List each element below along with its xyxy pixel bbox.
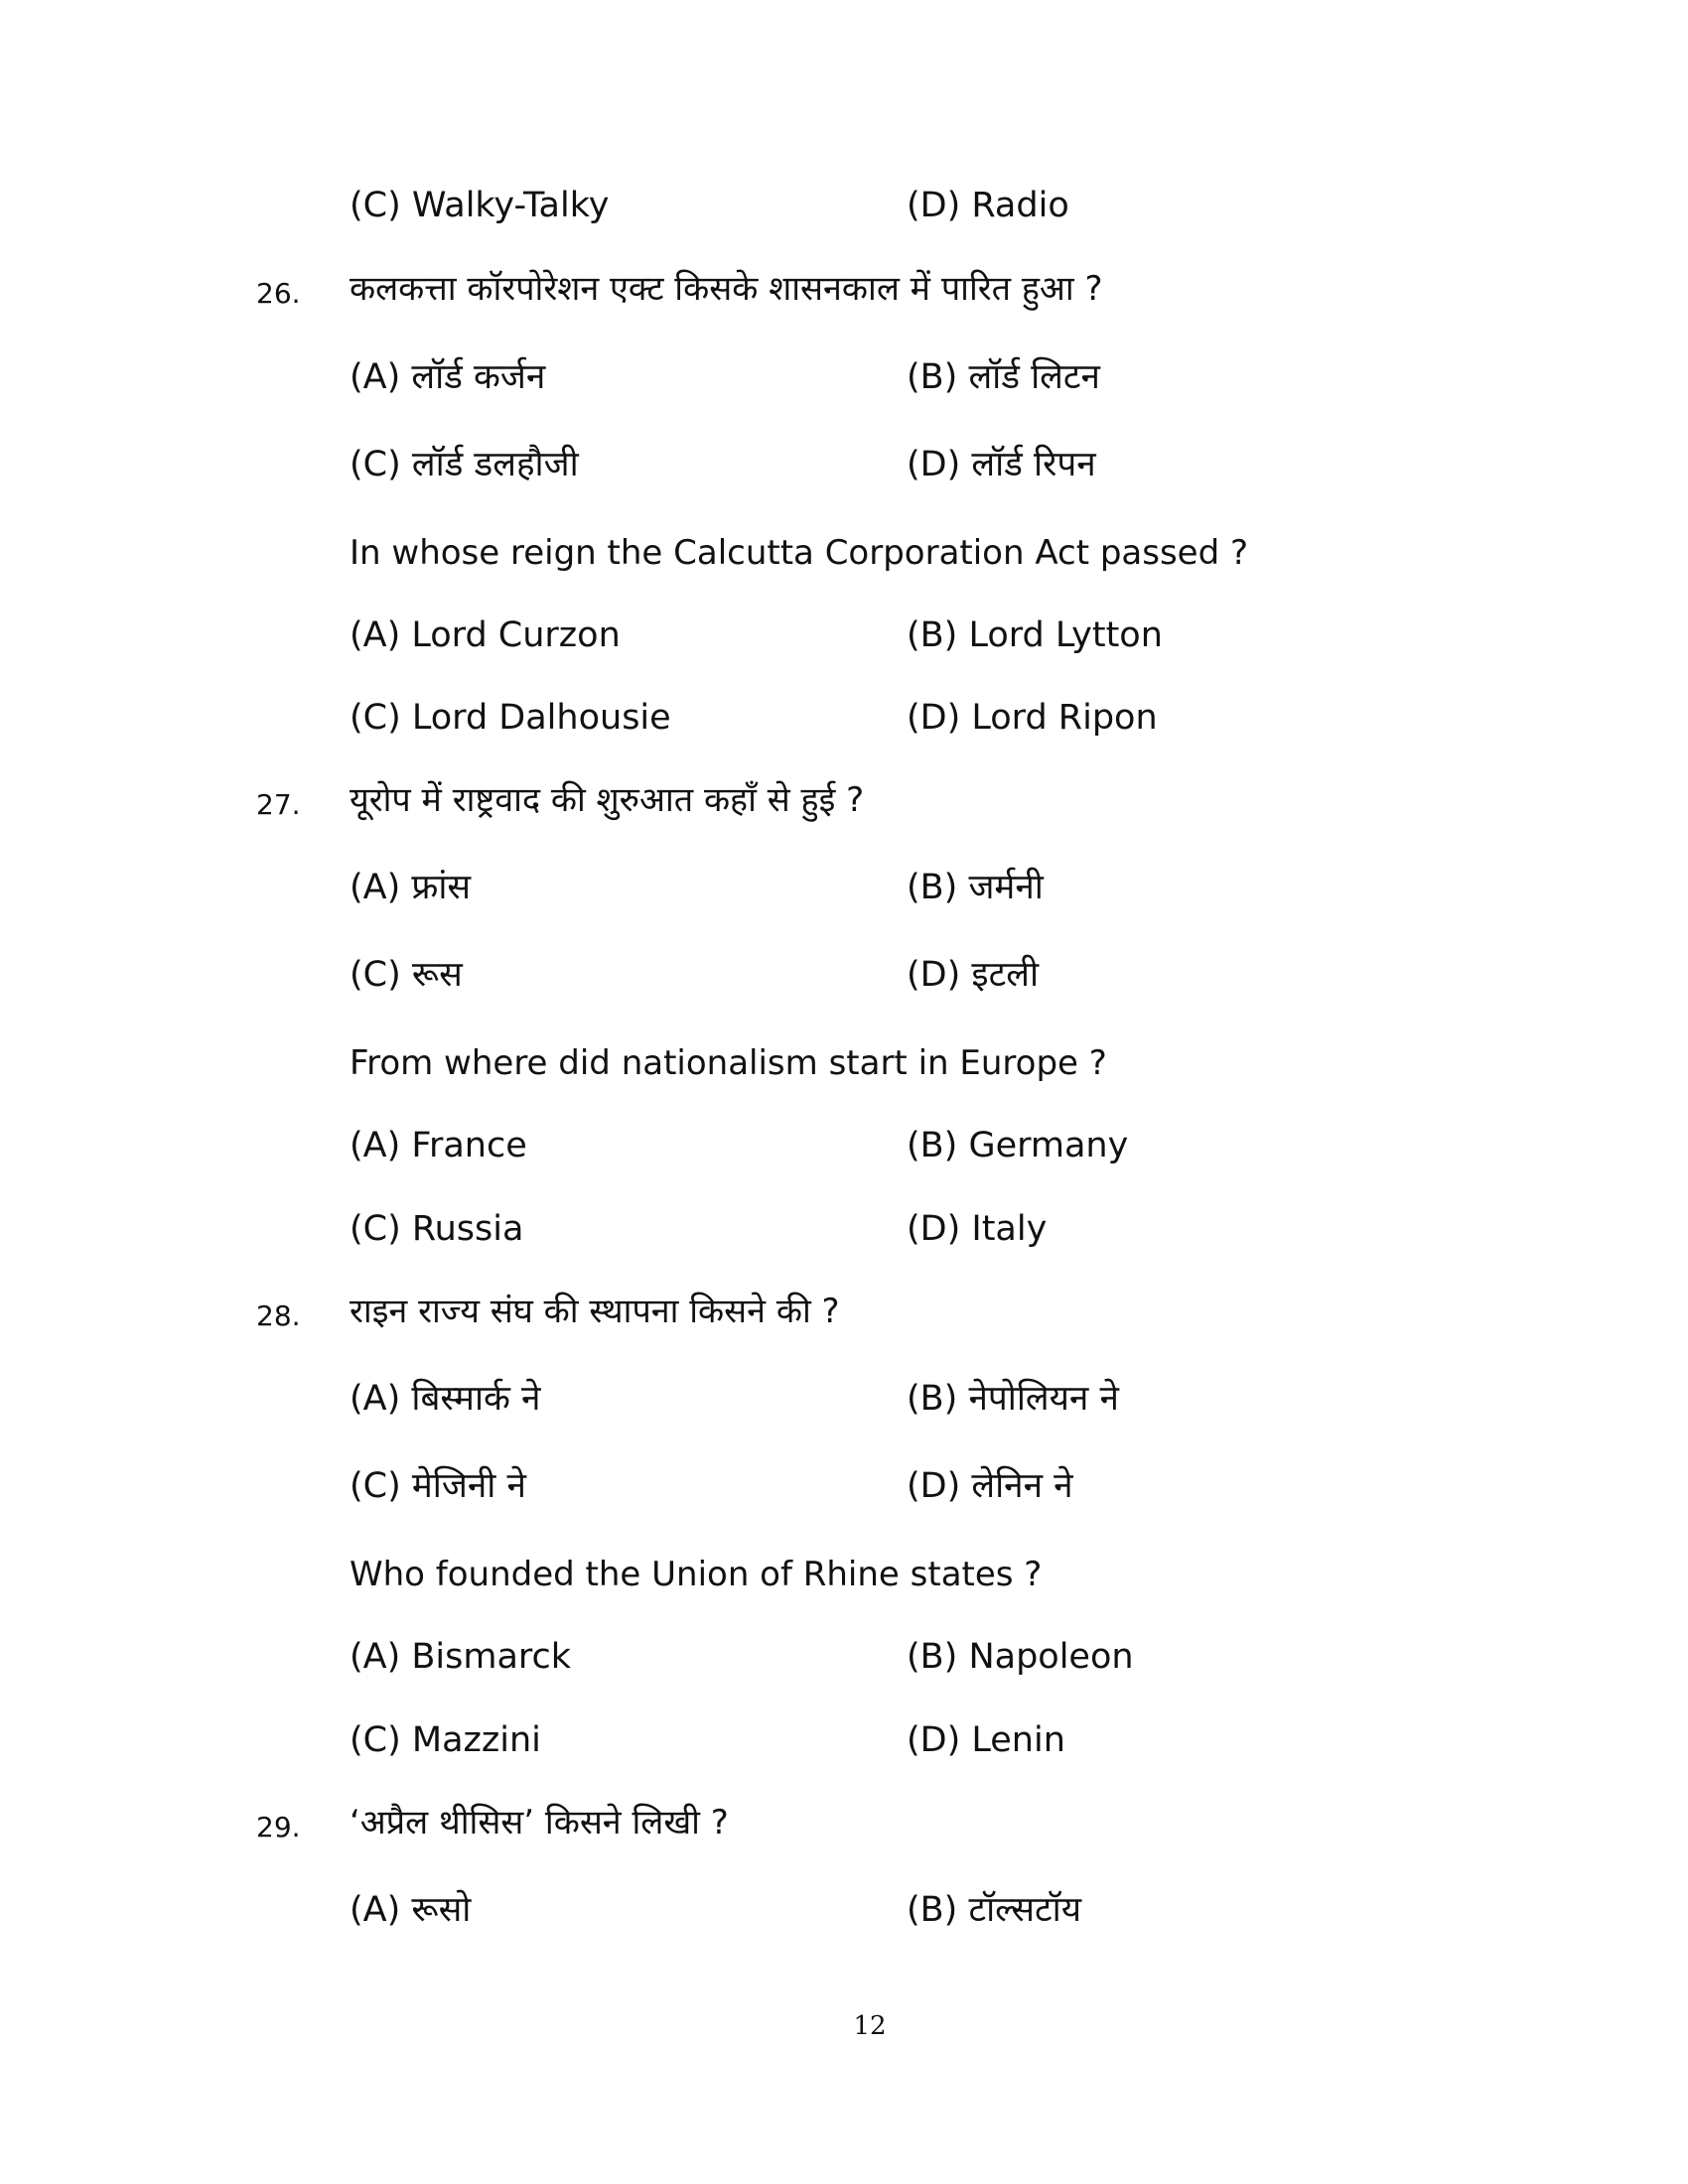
q26-english-option-c: (C) Lord Dalhousie	[350, 698, 671, 738]
q26-number: 26.	[256, 277, 301, 310]
q27-english-option-d: (D) Italy	[907, 1209, 1048, 1249]
q28-english-option-c: (C) Mazzini	[350, 1720, 541, 1760]
q28-hindi-option-c: (C) मेजिनी ने	[350, 1466, 526, 1506]
page-number: 12	[853, 2011, 887, 2041]
q25-option-c: (C) Walky-Talky	[350, 186, 610, 225]
q27-hindi-option-d: (D) इटली	[907, 955, 1040, 995]
q26-hindi-question: कलकत्ता कॉरपोरेशन एक्ट किसके शासनकाल में पारित हुआ ?	[350, 269, 1103, 309]
q28-number: 28.	[256, 1299, 301, 1332]
q29-number: 29.	[256, 1811, 301, 1843]
q26-hindi-option-d: (D) लॉर्ड रिपन	[907, 445, 1096, 484]
q26-english-option-b: (B) Lord Lytton	[907, 615, 1163, 655]
q27-english-option-c: (C) Russia	[350, 1209, 524, 1249]
q29-hindi-option-a: (A) रूसो	[350, 1890, 472, 1930]
q28-english-option-a: (A) Bismarck	[350, 1637, 572, 1677]
q27-english-question: From where did nationalism start in Europe ?	[350, 1043, 1107, 1083]
q27-hindi-option-c: (C) रूस	[350, 955, 463, 995]
q27-hindi-option-a: (A) फ्रांस	[350, 868, 472, 907]
q27-number: 27.	[256, 788, 301, 821]
q28-english-option-b: (B) Napoleon	[907, 1637, 1134, 1677]
q28-english-option-d: (D) Lenin	[907, 1720, 1065, 1760]
q25-option-d: (D) Radio	[907, 186, 1069, 225]
q28-hindi-question: राइन राज्य संघ की स्थापना किसने की ?	[350, 1292, 840, 1331]
q29-hindi-question: ‘अप्रैल थीसिस’ किसने लिखी ?	[350, 1803, 729, 1843]
q26-english-option-d: (D) Lord Ripon	[907, 698, 1158, 738]
q27-english-option-b: (B) Germany	[907, 1126, 1129, 1165]
q28-hindi-option-b: (B) नेपोलियन ने	[907, 1379, 1119, 1419]
q26-hindi-option-c: (C) लॉर्ड डलहौजी	[350, 445, 579, 484]
q28-english-question: Who founded the Union of Rhine states ?	[350, 1555, 1043, 1594]
q26-hindi-option-a: (A) लॉर्ड कर्जन	[350, 357, 546, 397]
q26-english-question: In whose reign the Calcutta Corporation Act passed ?	[350, 533, 1249, 573]
q29-hindi-option-b: (B) टॉल्सटॉय	[907, 1890, 1082, 1930]
q28-hindi-option-d: (D) लेनिन ने	[907, 1466, 1073, 1506]
q28-hindi-option-a: (A) बिस्मार्क ने	[350, 1379, 541, 1419]
q26-hindi-option-b: (B) लॉर्ड लिटन	[907, 357, 1100, 397]
q26-english-option-a: (A) Lord Curzon	[350, 615, 621, 655]
q27-hindi-option-b: (B) जर्मनी	[907, 868, 1044, 907]
q27-hindi-question: यूरोप में राष्ट्रवाद की शुरुआत कहाँ से हुई ?	[350, 780, 865, 820]
q27-english-option-a: (A) France	[350, 1126, 527, 1165]
